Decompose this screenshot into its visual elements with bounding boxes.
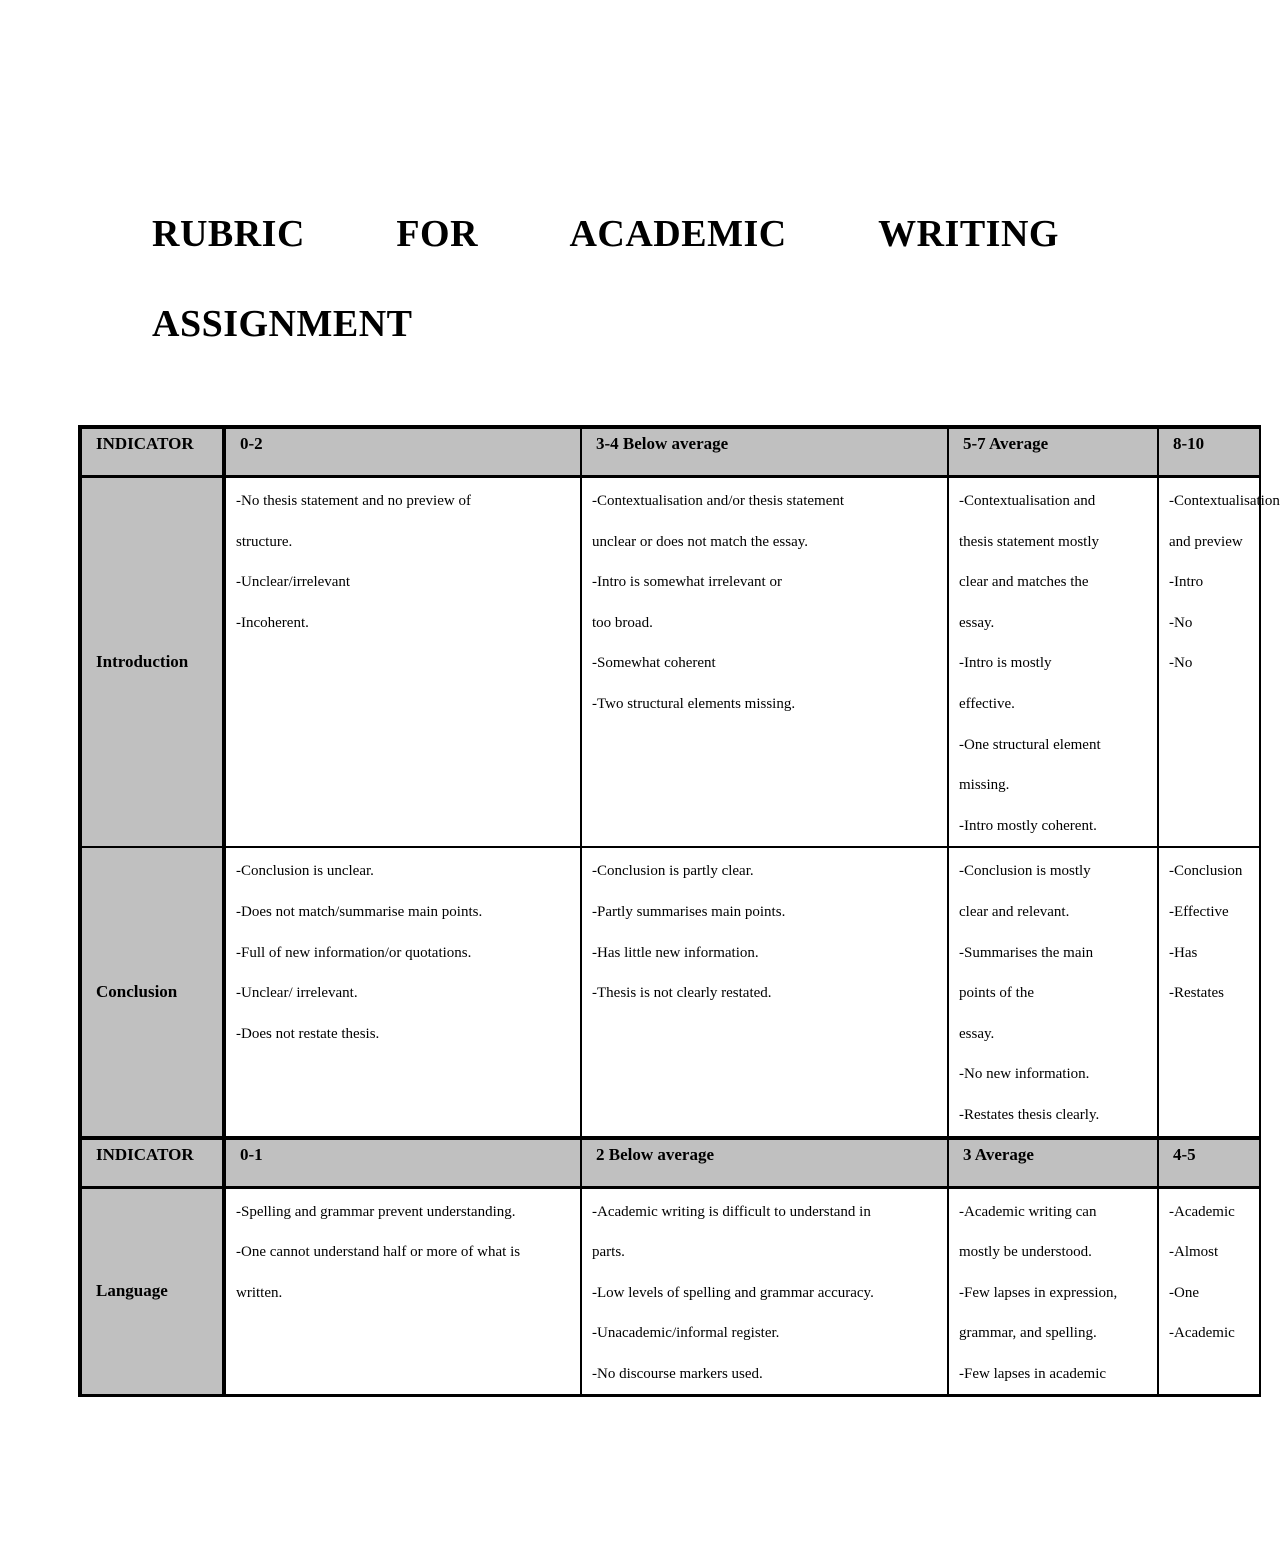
cell-line: -Conclusion — [1169, 863, 1243, 880]
cell-line: points of the — [959, 985, 1034, 1002]
header-cell: 2 Below average — [581, 1138, 948, 1188]
cell-line: -Academic — [1169, 1203, 1235, 1220]
page-title-line-1 — [152, 212, 1059, 256]
header-cell: INDICATOR — [80, 427, 224, 477]
cell-line: -Conclusion is unclear. — [236, 863, 374, 880]
cell-line: -Full of new information/or quotations. — [236, 944, 472, 961]
cell-line: -Intro mostly coherent. — [959, 817, 1097, 834]
cell-line: effective. — [959, 695, 1015, 712]
cell-line: -Intro — [1169, 574, 1204, 591]
cell-line: -Has little new information. — [592, 944, 759, 961]
header-cell: 3-4 Below average — [581, 427, 948, 477]
indicator-cell: Conclusion — [80, 847, 224, 1137]
table-row-conclusion — [80, 847, 1260, 1137]
cell-line: written. — [236, 1284, 283, 1301]
cell-line: -One — [1169, 1284, 1199, 1301]
cell-line: unclear or does not match the essay. — [592, 533, 809, 550]
cell-line: too broad. — [592, 614, 653, 631]
header-cell: 0-1 — [224, 1138, 581, 1188]
cell-line: -Thesis is not clearly restated. — [592, 985, 772, 1002]
criteria-cell — [224, 477, 581, 848]
cell-line: -Unclear/ irrelevant. — [236, 985, 358, 1002]
cell-line: -No — [1169, 614, 1193, 631]
title-word: ACADEMIC — [569, 213, 787, 255]
cell-line: -Contextualisation — [1169, 493, 1280, 509]
cell-line: mostly be understood. — [959, 1244, 1092, 1261]
cell-line: structure. — [236, 533, 293, 550]
cell-line: -Few lapses in expression, — [959, 1284, 1118, 1301]
cell-line: -Restates — [1169, 985, 1224, 1002]
cell-line: -Almost — [1169, 1244, 1219, 1261]
cell-line: -Has — [1169, 944, 1198, 961]
criteria-cell — [581, 477, 948, 848]
cell-line: -Few lapses in academic — [959, 1365, 1107, 1382]
criteria-cell — [581, 1187, 948, 1396]
cell-line: -Conclusion is mostly — [959, 863, 1091, 880]
cell-line: clear and matches the — [959, 574, 1089, 591]
cell-line: clear and relevant. — [959, 903, 1070, 920]
cell-line: -One cannot understand half or more of what is — [236, 1244, 521, 1261]
cell-line: -Effective — [1169, 903, 1229, 920]
criteria-cell — [581, 847, 948, 1137]
title-word: RUBRIC — [152, 213, 305, 255]
criteria-cell — [1158, 1187, 1260, 1396]
cell-line: -One structural element — [959, 736, 1101, 753]
cell-line: -Incoherent. — [236, 614, 309, 631]
cell-line: -Academic writing can — [959, 1203, 1097, 1220]
cell-line: grammar, and spelling. — [959, 1325, 1097, 1342]
table-header-row — [80, 1138, 1260, 1188]
table-row-language — [80, 1187, 1260, 1396]
cell-line: -Intro is somewhat irrelevant or — [592, 574, 782, 591]
cell-line: -Two structural elements missing. — [592, 695, 796, 712]
title-word: WRITING — [878, 213, 1059, 255]
cell-line: -Contextualisation and/or thesis statement — [592, 493, 845, 509]
criteria-cell — [948, 847, 1158, 1137]
cell-line: -Partly summarises main points. — [592, 903, 786, 920]
cell-line: -Contextualisation and — [959, 493, 1096, 509]
table-header-row — [80, 427, 1260, 477]
cell-line: -No thesis statement and no preview of — [236, 493, 471, 509]
cell-line: thesis statement mostly — [959, 533, 1099, 550]
cell-line: missing. — [959, 777, 1010, 794]
criteria-cell — [948, 477, 1158, 848]
cell-line: -Somewhat coherent — [592, 655, 716, 672]
header-cell: INDICATOR — [80, 1138, 224, 1188]
criteria-cell — [1158, 477, 1280, 848]
cell-line: -Does not match/summarise main points. — [236, 903, 483, 920]
cell-line: -No new information. — [959, 1066, 1090, 1083]
header-cell: 3 Average — [948, 1138, 1158, 1188]
header-cell: 8-10 — [1158, 427, 1260, 477]
cell-line: -Spelling and grammar prevent understanding. — [236, 1203, 516, 1220]
page-title-line-2: ASSIGNMENT — [152, 303, 413, 345]
cell-line: -Intro is mostly — [959, 655, 1052, 672]
cell-line: -Academic — [1169, 1325, 1235, 1342]
cell-line: essay. — [959, 614, 995, 631]
criteria-cell — [224, 1187, 581, 1396]
title-word: FOR — [396, 213, 479, 255]
criteria-cell — [224, 847, 581, 1137]
cell-line: parts. — [592, 1244, 625, 1261]
cell-line: -Low levels of spelling and grammar accuracy. — [592, 1284, 874, 1301]
indicator-cell: Introduction — [80, 477, 224, 848]
criteria-cell — [1158, 847, 1260, 1137]
table-row-introduction — [80, 477, 1260, 848]
cell-line: -Does not restate thesis. — [236, 1025, 380, 1042]
cell-line: and preview — [1169, 533, 1243, 550]
cell-line: -No discourse markers used. — [592, 1365, 763, 1382]
cell-line: essay. — [959, 1025, 995, 1042]
cell-line: -Unclear/irrelevant — [236, 574, 351, 591]
cell-line: -No — [1169, 655, 1193, 672]
cell-line: -Conclusion is partly clear. — [592, 863, 754, 880]
cell-line: -Unacademic/informal register. — [592, 1325, 780, 1342]
criteria-cell — [948, 1187, 1158, 1396]
rubric-table — [78, 425, 1280, 1397]
indicator-cell: Language — [80, 1187, 224, 1396]
cell-line: -Summarises the main — [959, 944, 1094, 961]
cell-line: -Restates thesis clearly. — [959, 1106, 1100, 1123]
header-cell: 4-5 — [1158, 1138, 1260, 1188]
header-cell: 0-2 — [224, 427, 581, 477]
header-cell: 5-7 Average — [948, 427, 1158, 477]
cell-line: -Academic writing is difficult to understand in — [592, 1203, 871, 1220]
